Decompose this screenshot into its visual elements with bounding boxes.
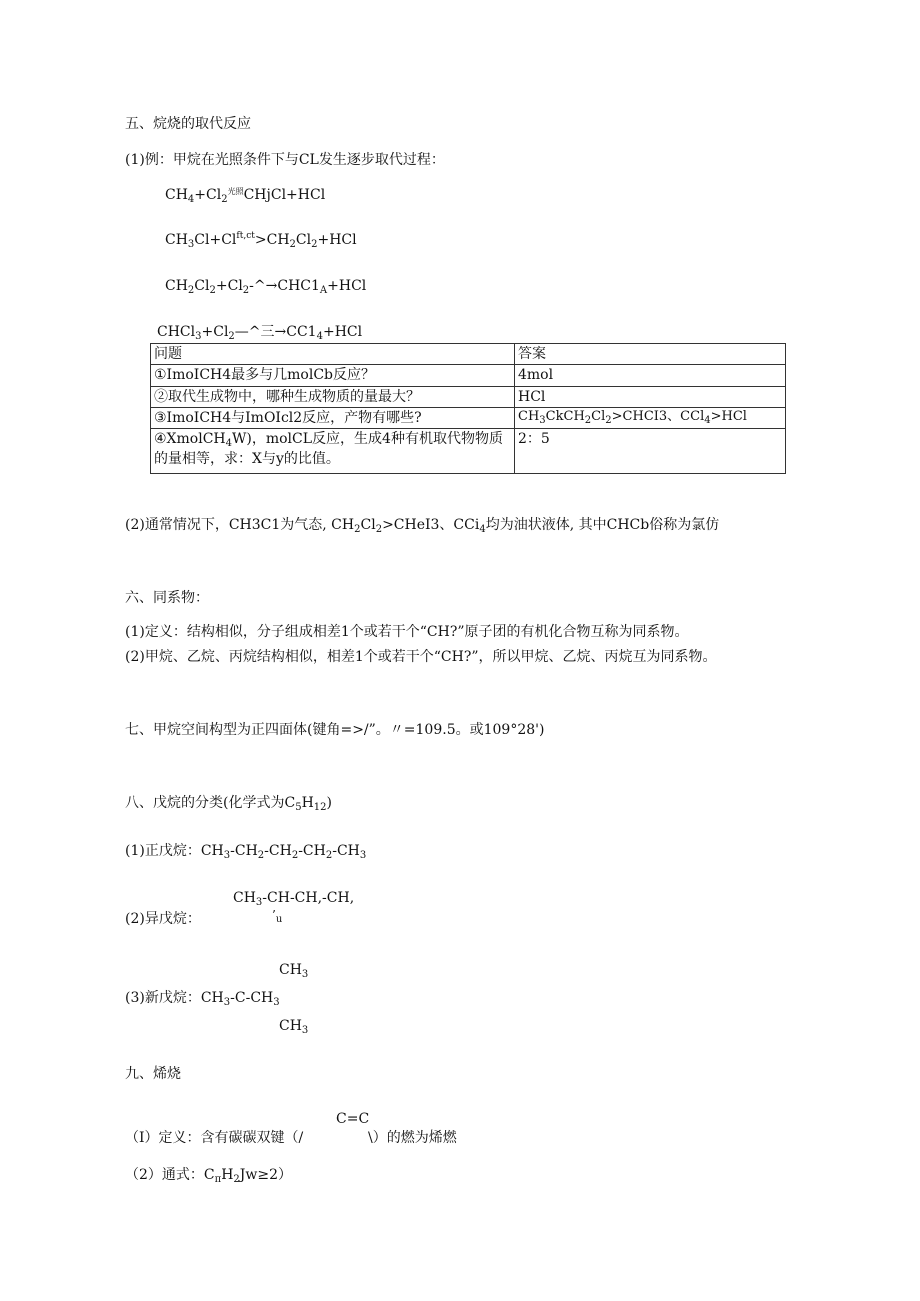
equation-1: $CH_4+Cl_2^{光照}CHjCl+HCl$: [165, 187, 326, 205]
alkene-definition-end: \）的燃为烯燃: [368, 1130, 457, 1146]
section-9-heading: 九、烯烧: [125, 1066, 181, 1082]
answer-cell: HCl: [515, 386, 786, 407]
qa-table: [150, 343, 786, 474]
question-cell: ④XmolCH$_4$W)，molCL反应，生成4种有机取代物物质的量相等，求：X与y的比值。: [151, 429, 515, 474]
section-6-heading: 六、同系物：: [125, 590, 209, 606]
question-cell: ②取代生成物中，哪种生成物质的量最大？: [151, 386, 515, 407]
neopentane-bottom-methyl: $CH_3$: [279, 1018, 309, 1036]
header-answer: 答案: [515, 344, 786, 365]
question-cell: ③ImoICH4与ImOIcl2反应，产物有哪些?: [151, 407, 515, 428]
equation-2: $CH_3Cl+Cl^{ft,ct}>CH_2Cl_2+HCl$: [165, 231, 357, 250]
neopentane-top-methyl: $CH_3$: [279, 962, 309, 980]
n-pentane: (1)正戊烷：$CH_3-CH_2-CH_2-CH_2-CH_3$: [125, 843, 367, 861]
physical-state-note: (2)通常情况下，CH3C1为气态, $CH_2Cl_2>CHeI3$、CCi$_4$均为油状液体, 其中CHCb俗称为氯仿: [125, 517, 720, 535]
reaction-condition: 光照: [227, 187, 244, 196]
isopentane-label: (2)异戊烷：: [125, 911, 201, 927]
homolog-definition: (1)定义：结构相似，分子组成相差1个或若干个“CH?”原子团的有机化合物互称为同系物。: [125, 624, 689, 640]
isopentane-mark: $’_u$: [272, 908, 283, 925]
equation-3: $CH_2Cl_2+Cl_2-\^{}\to CHC1_A+HCl$: [165, 278, 367, 296]
table-row: [151, 365, 786, 386]
alkene-general-formula: （2）通式：$C_\pi H_2Jw\ge 2$）: [125, 1167, 293, 1185]
section-7-line: 七、甲烷空间构型为正四面体(键角=>/”。〃=109.5。或109°28'): [125, 722, 545, 738]
answer-cell: $CH_3CkCH_2Cl_2>CHCI3$、CCl$_4$>HCl: [515, 407, 786, 428]
equation-4: $CHCl_3+Cl_2—\^{}$三$\to CC1_4+HCl$: [157, 324, 363, 342]
table-header-row: [151, 344, 786, 365]
homolog-example: (2)甲烷、乙烷、丙烷结构相似，相差1个或若干个“CH?”，所以甲烷、乙烷、丙烷互为同系物。: [125, 649, 717, 665]
table-row: [151, 407, 786, 428]
section-5-heading: 五、烷烧的取代反应: [125, 116, 251, 132]
answer-cell: 4mol: [515, 365, 786, 386]
isopentane-structure: $CH_3-CH-CH,-CH$,: [233, 890, 355, 908]
double-bond-symbol: C=C: [336, 1111, 370, 1127]
question-cell: ①ImoICH4最多与几molCb反应？: [151, 365, 515, 386]
alkene-definition-start: （I）定义：含有碳碳双键（/: [125, 1130, 304, 1146]
answer-cell: 2：5: [515, 429, 786, 474]
table-row: [151, 429, 786, 474]
substitution-example: (1)例：甲烷在光照条件下与CL发生逐步取代过程：: [125, 152, 445, 168]
neopentane: (3)新戊烷：$CH_3-C-CH_3$: [125, 990, 280, 1008]
header-question: 问题: [151, 344, 515, 365]
section-8-heading: 八、戊烷的分类(化学式为$C_5H_{12}$): [125, 795, 332, 813]
table-row: [151, 386, 786, 407]
